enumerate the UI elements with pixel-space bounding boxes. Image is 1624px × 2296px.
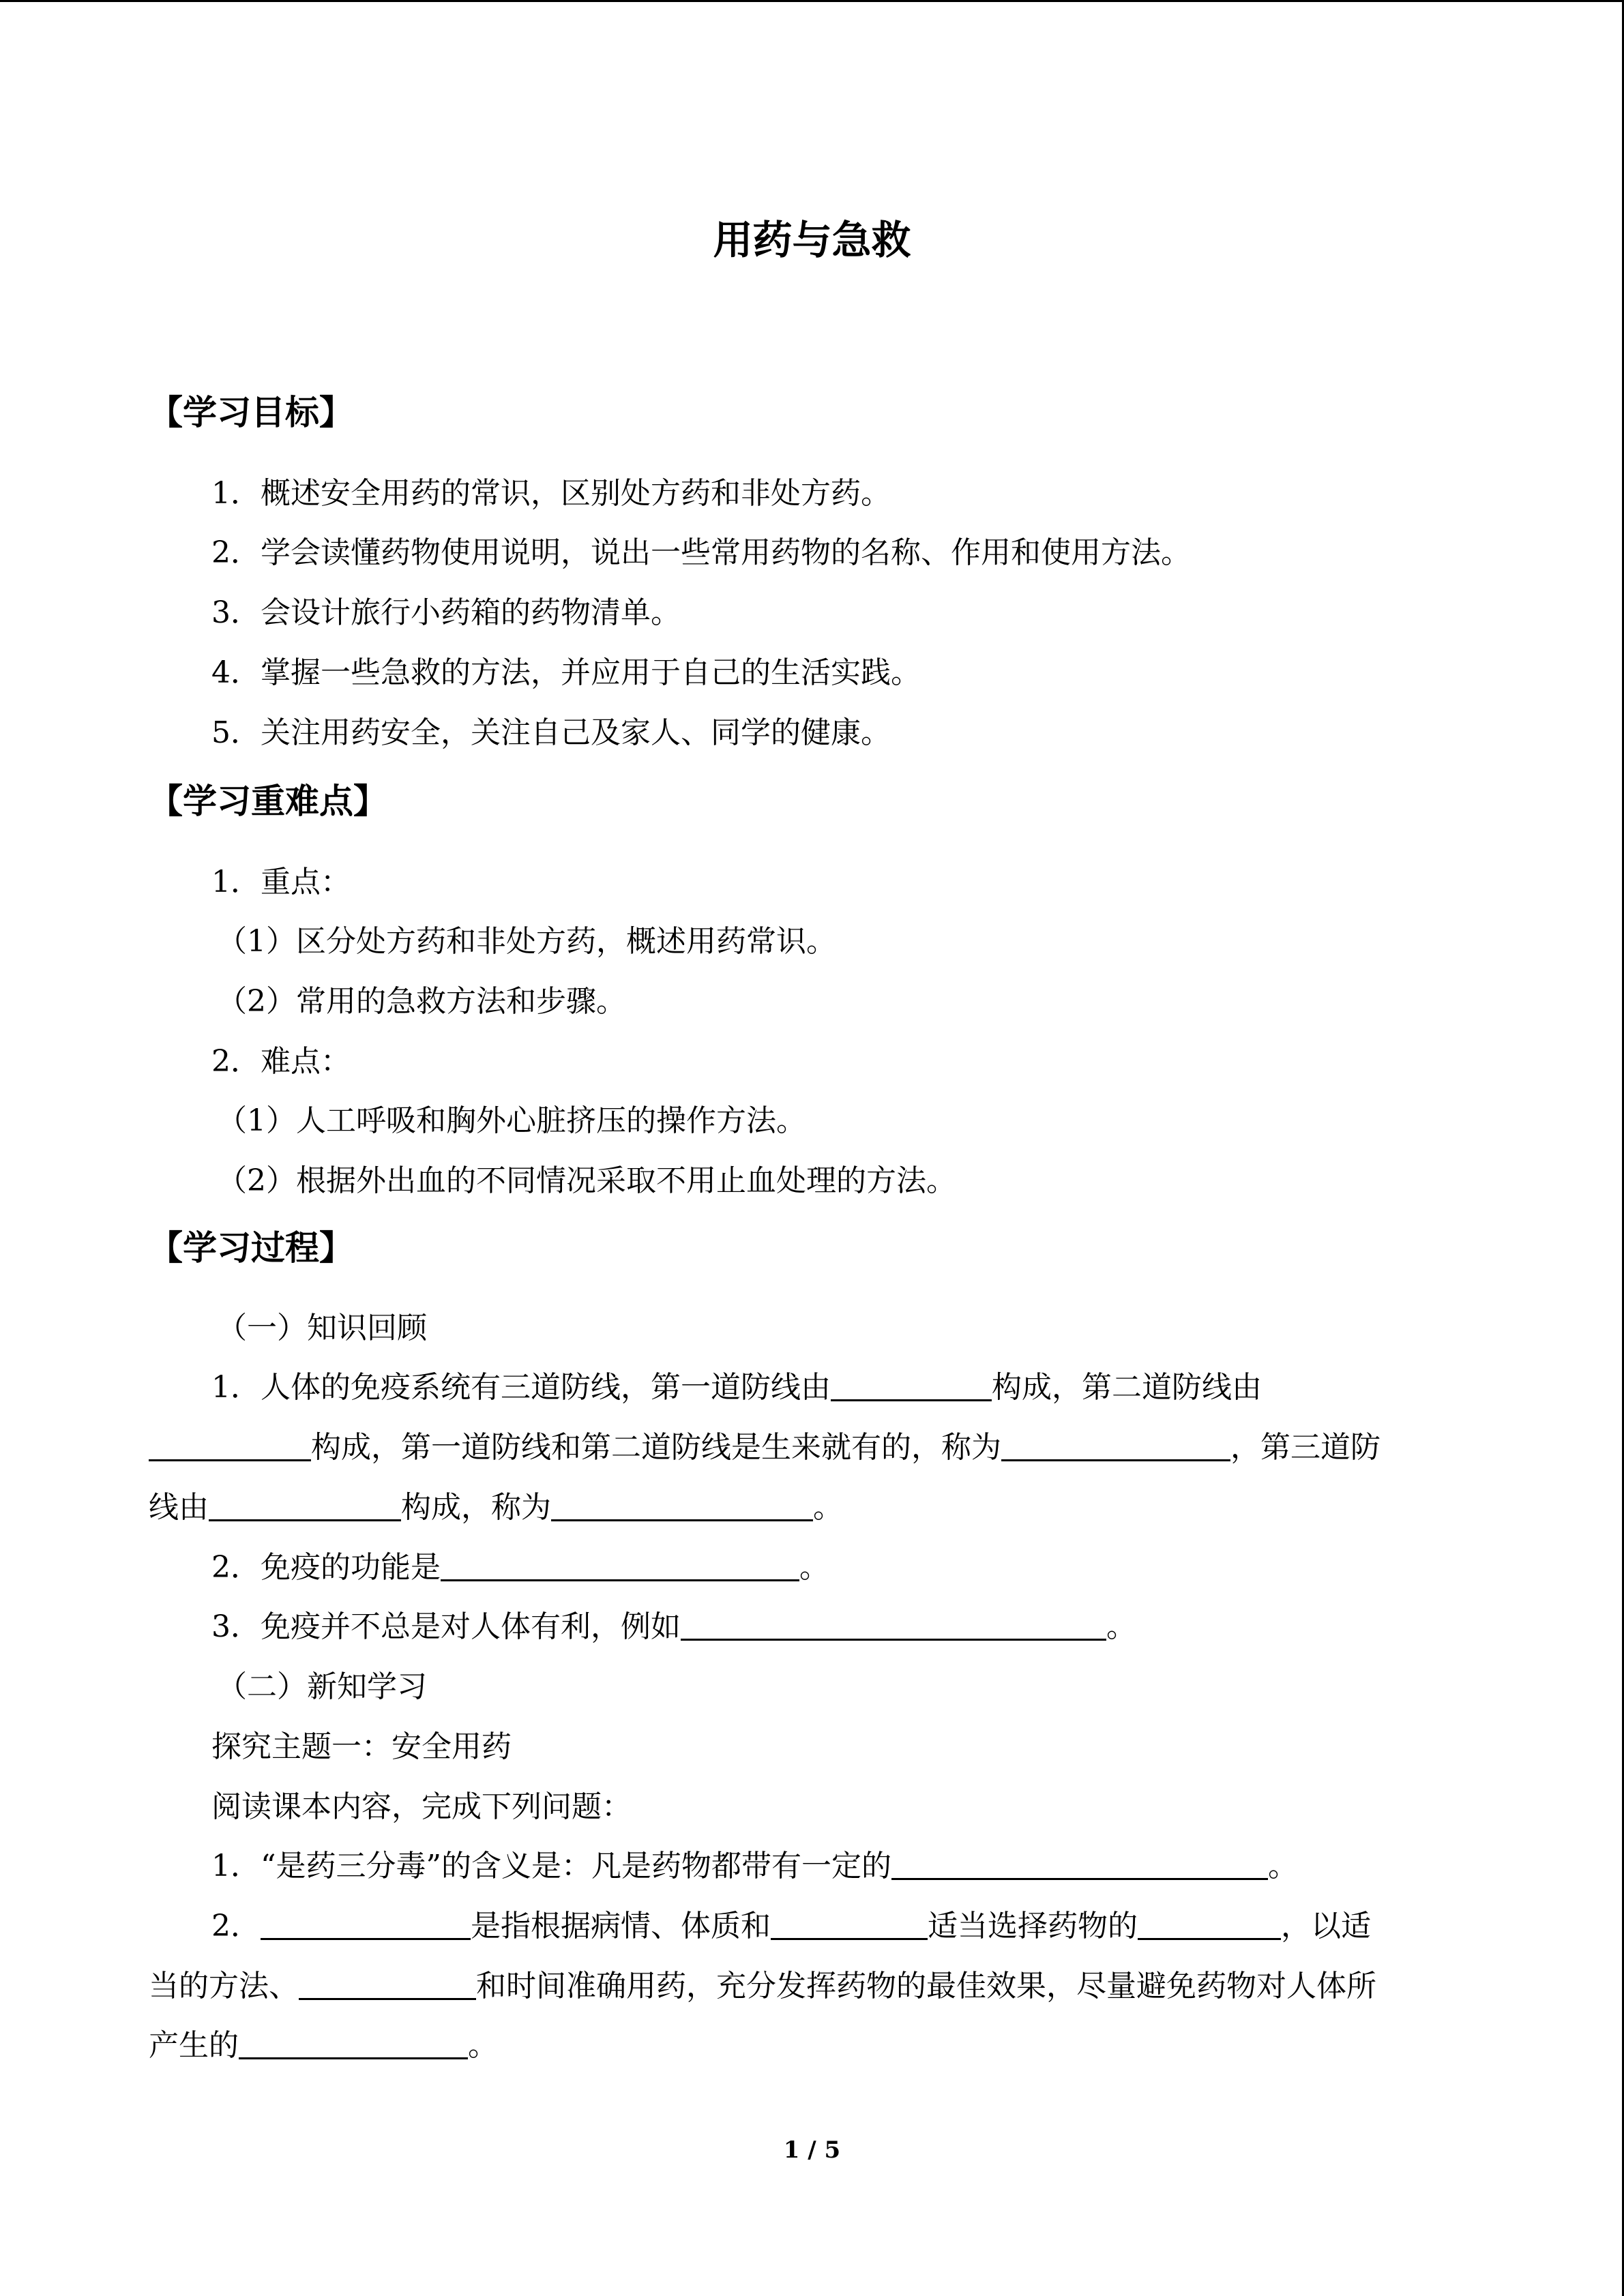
new-question-2: 2． 是指根据病情、体质和 适当选择药物的 ，以适 xyxy=(211,1909,1371,1943)
blank-field[interactable] xyxy=(149,1429,311,1461)
instruction-text: 阅读课本内容，完成下列问题： xyxy=(211,1789,632,1824)
review-question-1-cont: 构成，第一道防线和第二道防线是生来就有的，称为 ，第三道防 xyxy=(149,1427,1381,1468)
objective-item: 3．会设计旅行小药箱的药物清单。 xyxy=(211,595,681,630)
keypoint-item: （2）常用的急救方法和步骤。 xyxy=(217,984,626,1019)
blank-field[interactable] xyxy=(831,1369,992,1401)
objective-item: 2．学会读懂药物使用说明，说出一些常用药物的名称、作用和使用方法。 xyxy=(211,535,1191,570)
blank-field[interactable] xyxy=(1138,1908,1281,1940)
blank-field[interactable] xyxy=(1001,1429,1230,1461)
keypoint-item: （1）人工呼吸和胸外心脏挤压的操作方法。 xyxy=(217,1103,806,1138)
blank-field[interactable] xyxy=(771,1908,928,1940)
heading-process: 【学习过程】 xyxy=(149,1228,353,1268)
subheading-new: （二）新知学习 xyxy=(217,1669,427,1704)
keypoint-item: 2．难点： xyxy=(211,1044,351,1079)
blank-field[interactable] xyxy=(299,1968,476,2000)
blank-field[interactable] xyxy=(441,1549,799,1581)
page-title: 用药与急救 xyxy=(713,217,911,263)
new-question-2-cont: 当的方法、 和时间准确用药，充分发挥药物的最佳效果，尽量避免药物对人体所 xyxy=(149,1969,1376,2003)
blank-field[interactable] xyxy=(681,1609,1106,1641)
review-question-1: 1．人体的免疫系统有三道防线，第一道防线由 构成，第二道防线由 xyxy=(211,1370,1262,1405)
blank-field[interactable] xyxy=(891,1848,1268,1880)
blank-field[interactable] xyxy=(261,1908,471,1940)
review-question-3: 3．免疫并不总是对人体有利，例如 。 xyxy=(211,1609,1136,1644)
objective-item: 4．掌握一些急救的方法，并应用于自己的生活实践。 xyxy=(211,655,921,690)
subheading-review: （一）知识回顾 xyxy=(217,1311,427,1345)
blank-field[interactable] xyxy=(551,1489,813,1521)
new-question-1: 1．“是药三分毒”的含义是：凡是药物都带有一定的 。 xyxy=(211,1849,1298,1883)
objective-item: 1．概述安全用药的常识，区别处方药和非处方药。 xyxy=(211,476,891,511)
keypoint-item: 1．重点： xyxy=(211,865,351,899)
page-number: 1 / 5 xyxy=(783,2136,841,2164)
review-question-2: 2．免疫的功能是 。 xyxy=(211,1550,829,1585)
blank-field[interactable] xyxy=(239,2027,468,2059)
blank-field[interactable] xyxy=(209,1489,401,1521)
top-border xyxy=(0,0,1624,2)
objective-item: 5．关注用药安全，关注自己及家人、同学的健康。 xyxy=(211,715,891,750)
heading-objectives: 【学习目标】 xyxy=(149,393,353,432)
keypoint-item: （1）区分处方药和非处方药，概述用药常识。 xyxy=(217,924,836,959)
heading-keypoints: 【学习重难点】 xyxy=(149,781,387,821)
keypoint-item: （2）根据外出血的不同情况采取不用止血处理的方法。 xyxy=(217,1163,956,1198)
new-question-2-cont: 产生的 。 xyxy=(149,2028,498,2063)
topic-heading: 探究主题一：安全用药 xyxy=(211,1729,512,1764)
review-question-1-cont: 线由 构成，称为 。 xyxy=(149,1490,843,1525)
